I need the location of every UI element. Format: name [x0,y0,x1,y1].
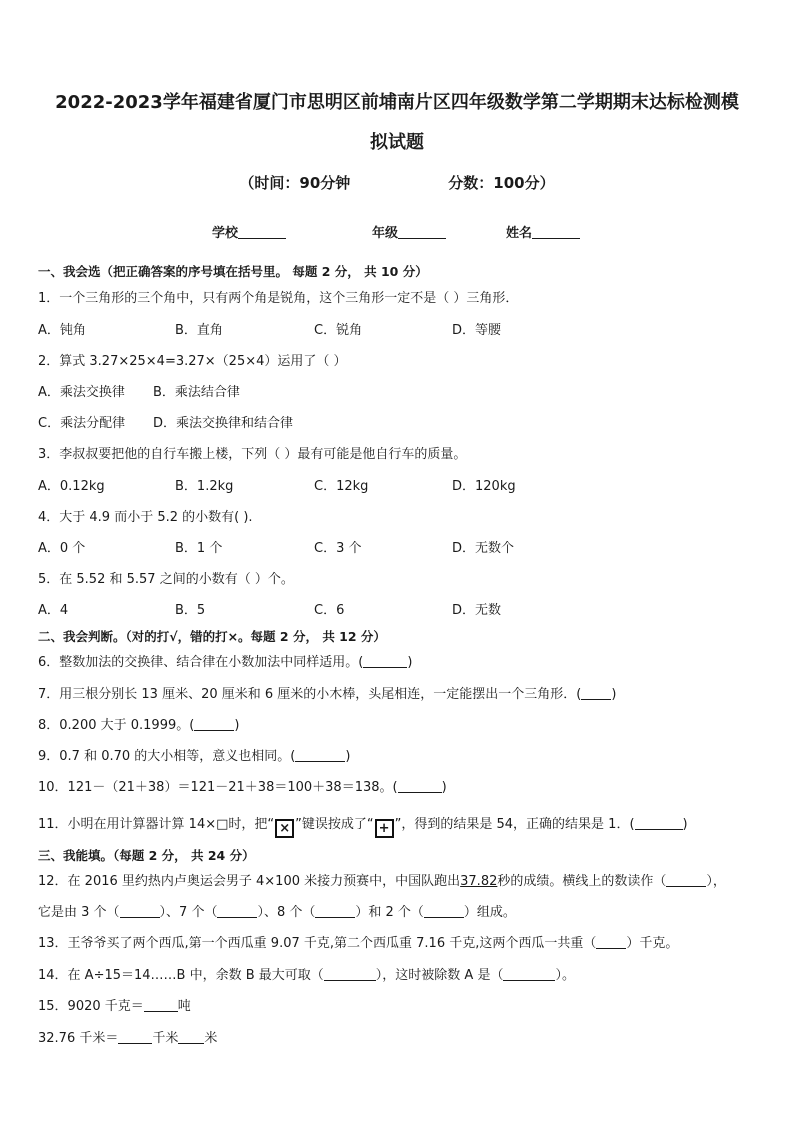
q8-answer-blank[interactable] [194,718,234,731]
question-2: 2．算式 3.27×25×4=3.27×（25×4）运用了（ ） [38,354,347,369]
q4-option-d[interactable]: D．无数个 [452,541,515,556]
q1-option-a[interactable]: A．钝角 [38,323,86,338]
question-5: 5．在 5.52 和 5.57 之间的小数有（ ）个。 [38,572,294,587]
q9-answer-blank[interactable] [295,749,345,762]
question-15: 15．9020 千克＝ 吨 [38,999,191,1014]
q3-option-c[interactable]: C．12kg [314,479,369,494]
question-1: 1．一个三角形的三个角中，只有两个角是锐角，这个三角形一定不是（ ）三角形． [38,291,519,306]
school-field[interactable] [212,222,286,241]
school-label: 学校 [212,226,239,241]
plus-key-icon: + [375,819,394,838]
q2-option-c[interactable]: C．乘法分配律 [38,416,126,431]
name-label: 姓名 [506,226,533,241]
q4-option-c[interactable]: C．3 个 [314,541,362,556]
q12-blank-2[interactable] [217,905,257,918]
q12-underlined-number: 37.82 [460,874,498,889]
q4-option-b[interactable]: B．1 个 [175,541,223,556]
q11-answer-blank[interactable] [635,817,683,830]
q15-m-blank[interactable] [178,1031,204,1044]
q15-tons-blank[interactable] [144,999,178,1012]
q4-option-a[interactable]: A．0 个 [38,541,86,556]
q15-km-blank[interactable] [118,1031,152,1044]
q1-option-c[interactable]: C．锐角 [314,323,363,338]
q13-answer-blank[interactable] [596,936,626,949]
question-4: 4．大于 4.9 而小于 5.2 的小数有( ). [38,510,253,525]
q12-blank-4[interactable] [424,905,464,918]
question-12-line2: 它是由 3 个（ ）、7 个（ ）、8 个（ ）和 2 个（ ）组成。 [38,905,516,920]
question-8: 8．0.200 大于 0.1999。( ) [38,718,240,733]
question-6: 6．整数加法的交换律、结合律在小数加法中同样适用。( ) [38,655,413,670]
q1-option-d[interactable]: D．等腰 [452,323,502,338]
exam-title-line2: 拟试题 [370,132,424,153]
exam-title-line1: 2022-2023学年福建省厦门市思明区前埔南片区四年级数学第二学期期末达标检测模 [55,92,739,113]
q3-option-b[interactable]: B．1.2kg [175,479,234,494]
question-9: 9．0.7 和 0.70 的大小相等，意义也相同。( ) [38,749,351,764]
q14-dividend-blank[interactable] [503,968,555,981]
section2-heading: 二、我会判断。（对的打√，错的打×。每题 2 分， 共 12 分） [38,629,386,644]
multiply-key-icon: × [275,819,294,838]
q5-option-a[interactable]: A．4 [38,603,69,618]
q12-blank-3[interactable] [315,905,355,918]
question-13: 13．王爷爷买了两个西瓜,第一个西瓜重 9.07 千克,第二个西瓜重 7.16 千克,这两个西瓜一共重（ ）千克。 [38,936,679,951]
q12-reading-blank[interactable] [666,874,706,887]
name-field[interactable] [506,222,580,241]
q5-option-c[interactable]: C．6 [314,603,345,618]
q2-option-a[interactable]: A．乘法交换律 [38,385,125,400]
time-limit: （时间：90分钟 [239,174,351,192]
q2-option-d[interactable]: D．乘法交换律和结合律 [153,416,294,431]
q2-option-b[interactable]: B．乘法结合律 [153,385,240,400]
grade-field[interactable] [372,222,446,241]
q5-option-d[interactable]: D．无数 [452,603,502,618]
section3-heading: 三、我能填。（每题 2 分， 共 24 分） [38,848,255,863]
q10-answer-blank[interactable] [398,780,442,793]
q14-remainder-blank[interactable] [324,968,376,981]
question-12: 12．在 2016 里约热内卢奥运会男子 4×100 米接力预赛中，中国队跑出37.82秒的成绩。横线上的数读作（ ）， [38,874,726,889]
q1-option-b[interactable]: B．直角 [175,323,223,338]
question-11: 11．小明在用计算器计算 14×□时，把“ × ”键误按成了“ + ”，得到的结果是 54，正确的结果是 1．( ) [38,817,688,836]
question-10: 10．121－（21＋38）＝121－21＋38＝100＋38＝138。( ) [38,780,447,795]
exam-meta [0,172,794,193]
grade-label: 年级 [372,226,399,241]
question-14: 14．在 A÷15＝14……B 中，余数 B 最大可取（ ），这时被除数 A 是（ ）。 [38,968,575,983]
question-7: 7．用三根分别长 13 厘米、20 厘米和 6 厘米的小木棒，头尾相连，一定能摆出一个三角形．( ) [38,687,617,702]
section1-heading: 一、我会选（把正确答案的序号填在括号里。 每题 2 分， 共 10 分） [38,264,428,279]
q6-answer-blank[interactable] [363,655,407,668]
q5-option-b[interactable]: B．5 [175,603,206,618]
q12-blank-1[interactable] [120,905,160,918]
q7-answer-blank[interactable] [581,687,611,700]
q3-option-d[interactable]: D．120kg [452,479,516,494]
question-3: 3．李叔叔要把他的自行车搬上楼，下列（ ）最有可能是他自行车的质量。 [38,447,467,462]
q3-option-a[interactable]: A．0.12kg [38,479,105,494]
question-15-line2: 32.76 千米＝ 千米 米 [38,1031,218,1046]
total-score: 分数：100分） [448,174,555,192]
